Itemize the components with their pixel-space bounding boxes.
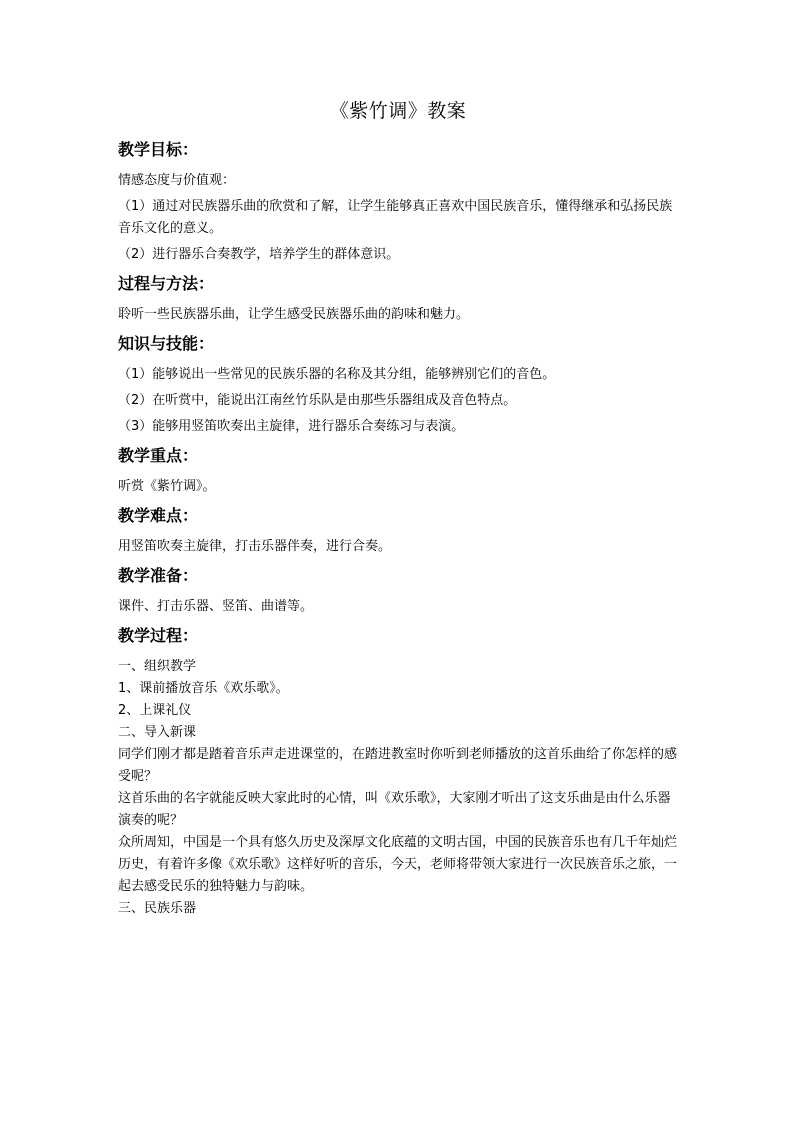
paragraph: 1、课前播放音乐《欢乐歌》。 — [118, 681, 289, 696]
paragraph: 情感态度与价值观： — [118, 173, 236, 188]
paragraph: 2、上课礼仪 — [118, 703, 192, 718]
paragraph: 课件、打击乐器、竖笛、曲谱等。 — [118, 599, 314, 614]
paragraph: （1）通过对民族器乐曲的欣赏和了解，让学生能够真正喜欢中国民族音乐，懂得继承和弘扬民族音乐文化的意义。 — [118, 199, 673, 236]
paragraph: （2）在听赏中，能说出江南丝竹乐队是由那些乐器组成及音色特点。 — [118, 393, 517, 408]
section-teaching-goals — [118, 138, 678, 266]
section-heading: 教学准备： — [118, 566, 199, 585]
paragraph: 一、组织教学 — [118, 659, 197, 674]
section-teaching-focus — [118, 444, 678, 498]
paragraph: 这首乐曲的名字就能反映大家此时的心情，叫《欢乐歌》，大家刚才听出了这支乐曲是由什么乐器演奏的呢？ — [118, 791, 671, 828]
paragraph: 用竖笛吹奏主旋律，打击乐器伴奏，进行合奏。 — [118, 539, 392, 554]
section-heading: 过程与方法： — [118, 274, 215, 293]
paragraph: 三、民族乐器 — [118, 901, 197, 916]
paragraph: 听赏《紫竹调》。 — [118, 479, 216, 494]
section-heading: 教学目标： — [118, 140, 199, 159]
paragraph: （1）能够说出一些常见的民族乐器的名称及其分组，能够辨别它们的音色。 — [118, 367, 556, 382]
section-heading: 教学难点： — [118, 506, 199, 525]
paragraph: （3）能够用竖笛吹奏出主旋律，进行器乐合奏练习与表演。 — [118, 419, 465, 434]
section-teaching-process — [118, 624, 678, 920]
paragraph: 众所周知，中国是一个具有悠久历史及深厚文化底蕴的文明古国，中国的民族音乐也有几千年灿烂历史，有着许多像《欢乐歌》这样好听的音乐，今天，老师将带领大家进行一次民族音乐之旅，一起去感受民乐的独特魅力与韵味。 — [118, 835, 678, 894]
section-heading: 知识与技能： — [118, 334, 215, 353]
section-teaching-preparation — [118, 564, 678, 618]
section-process-and-methods — [118, 272, 678, 326]
paragraph: 二、导入新课 — [118, 725, 197, 740]
paragraph: 聆听一些民族器乐曲，让学生感受民族器乐曲的韵味和魅力。 — [118, 307, 470, 322]
paragraph: 同学们刚才都是踏着音乐声走进课堂的，在踏进教室时你听到老师播放的这首乐曲给了你怎样的感受呢？ — [118, 747, 678, 784]
document-title: 《紫竹调》教案 — [329, 100, 467, 122]
section-heading: 教学过程： — [118, 626, 199, 645]
section-teaching-difficulty — [118, 504, 678, 558]
section-heading: 教学重点： — [118, 446, 199, 465]
section-knowledge-and-skills — [118, 332, 678, 438]
paragraph: （2）进行器乐合奏教学，培养学生的群体意识。 — [118, 247, 400, 262]
document-body — [118, 96, 678, 920]
